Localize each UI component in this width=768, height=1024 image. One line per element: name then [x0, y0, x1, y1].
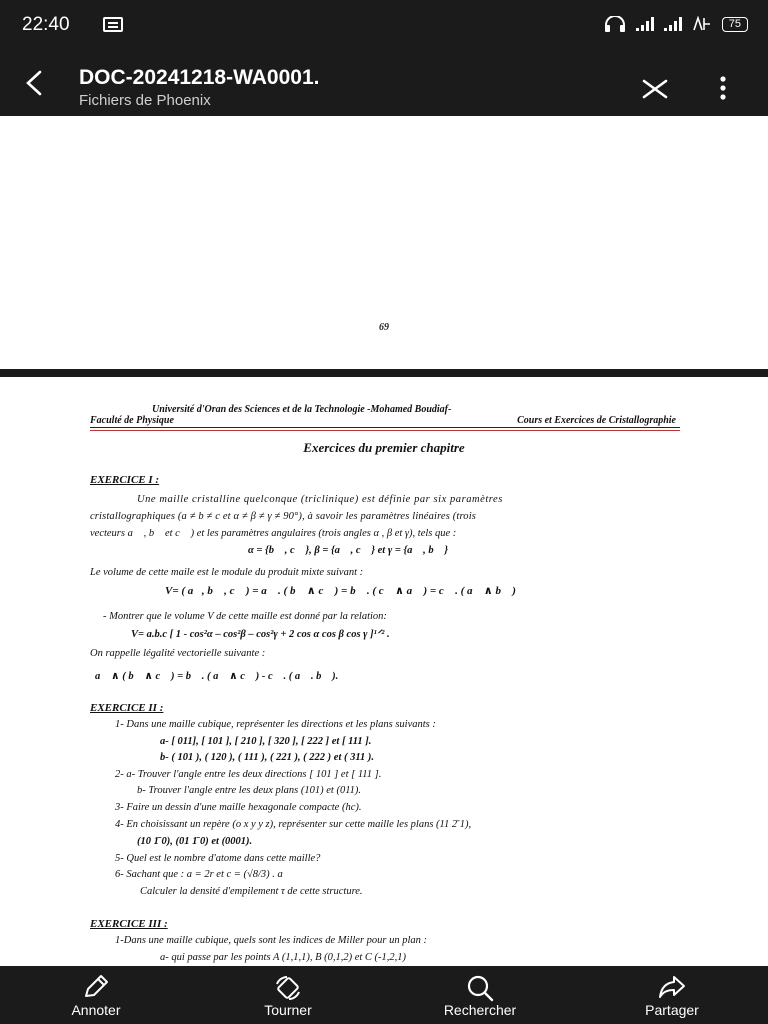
search-label: Rechercher: [443, 1002, 517, 1018]
header-rule: [90, 427, 680, 428]
share-label: Partager: [645, 1002, 699, 1018]
exercise-2-item: 5- Quel est le nombre d'atome dans cette maille?: [115, 853, 321, 864]
bottom-toolbar: [0, 966, 768, 1024]
exercise-1-text: - Montrer que le volume V de cette maille est donné par la relation:: [103, 611, 387, 622]
exercise-1-text: Le volume de cette maile est le module du produit mixte suivant :: [90, 567, 364, 578]
battery-icon: 75: [722, 17, 748, 32]
status-time: 22:40: [22, 14, 70, 35]
document-title: DOC-20241218-WA0001.: [79, 66, 320, 89]
annotate-button[interactable]: [0, 966, 192, 1024]
document-page: [0, 377, 768, 966]
exercise-2-item: 3- Faire un dessin d'une maille hexagonale compacte (hc).: [115, 802, 362, 813]
share-arrow-icon: [657, 974, 687, 1000]
page-number: 69: [379, 322, 389, 333]
exercise-2-item: 4- En choisissant un repère (o x y y z), représenter sur cette maille les plans (11 2̄ 1),: [115, 819, 472, 830]
exercise-1-text: vecteurs a⃗ , b⃗ et c⃗ ) et les paramètres angulaires (trois angles α , β et γ), tels que :: [90, 528, 457, 539]
pen-icon: [82, 974, 110, 1000]
exercise-2-item: b- ( 101 ), ( 120 ), ( 111 ), ( 221 ), ( 222 ) et ( 311 ).: [160, 752, 375, 763]
exercise-1-formula: α = {b⃗ , c⃗ }, β = {a⃗ , c⃗ } et γ = {a⃗ , b⃗ }: [248, 545, 449, 556]
exercise-2-item: Calculer la densité d'empilement τ de cette structure.: [140, 886, 363, 897]
headphones-icon: [604, 16, 626, 32]
exercise-3-item: 1-Dans une maille cubique, quels sont les indices de Miller pour un plan :: [115, 935, 428, 946]
exercise-3-heading: EXERCICE III :: [90, 918, 168, 930]
signal-strength-icon: [636, 17, 654, 31]
more-options-icon[interactable]: [714, 72, 732, 106]
volte-icon: [692, 16, 712, 32]
header-university: Université d'Oran des Sciences et de la Technologie -Mohamed Boudiaf-: [152, 404, 452, 415]
exercise-1-formula: V= ( a⃗, b⃗ , c⃗ ) = a⃗ . ( b⃗ ∧ c⃗ ) = b⃗ . ( c⃗ ∧ a⃗ ) = c⃗ . ( a⃗ ∧ b⃗ ): [165, 585, 516, 597]
exercise-2-item: b- Trouver l'angle entre les deux plans (101) et (011).: [137, 785, 362, 796]
header-course: Cours et Exercices de Cristallographie: [517, 415, 676, 426]
rotate-label: Tourner: [264, 1002, 312, 1018]
exercise-1-formula: V= a.b.c [ 1 - cos²α – cos²β – cos²γ + 2 cos α cos β cos γ ]¹ᐟ² .: [131, 629, 390, 640]
exercise-1-heading: EXERCICE I :: [90, 474, 160, 486]
message-notification-icon: [103, 17, 123, 32]
back-arrow-icon[interactable]: [20, 68, 50, 98]
document-source: Fichiers de Phoenix: [79, 92, 211, 109]
exercise-2-item: (10 1̄ 0), (01 1̄ 0) et (0001).: [137, 836, 253, 847]
exercise-2-heading: EXERCICE II :: [90, 702, 164, 714]
annotate-label: Annoter: [71, 1002, 121, 1018]
document-page: [0, 116, 768, 369]
exercise-1-text: On rappelle légalité vectorielle suivante :: [90, 648, 266, 659]
exercise-2-item: 2- a- Trouver l'angle entre les deux directions [ 101 ] et [ 111 ].: [115, 769, 382, 780]
exercise-2-item: a- [ 011], [ 101 ], [ 210 ], [ 320 ], [ 222 ] et [ 111 ].: [160, 736, 372, 747]
signal-strength-2-icon: [664, 17, 682, 31]
exercise-2-item: 6- Sachant que : a = 2r et c = (√8/3) . a: [115, 869, 283, 880]
share-button[interactable]: [576, 966, 768, 1024]
header-faculty: Faculté de Physique: [90, 415, 174, 426]
rotate-icon: [273, 974, 303, 1002]
exercise-1-text: cristallographiques (a ≠ b ≠ c et α ≠ β ≠ γ ≠ 90°), à savoir les paramètres linéaires (trois: [90, 511, 476, 522]
exercise-2-item: 1- Dans une maille cubique, représenter les directions et les plans suivants :: [115, 719, 436, 730]
header-rule-red: [90, 430, 680, 431]
status-icons: [604, 16, 748, 32]
status-bar: [0, 0, 768, 52]
exercise-1-formula: a⃗ ∧ ( b⃗ ∧ c⃗ ) = b⃗ . ( a⃗ ∧ c⃗ ) - c⃗ . ( a⃗ . b⃗ ).: [95, 671, 339, 682]
exercise-1-text: Une maille cristalline quelconque (triclinique) est définie par six paramètres: [137, 494, 503, 505]
close-icon[interactable]: [641, 75, 669, 103]
search-button[interactable]: [384, 966, 576, 1024]
chapter-title: Exercices du premier chapitre: [303, 440, 465, 455]
rotate-button[interactable]: [192, 966, 384, 1024]
search-icon: [466, 974, 494, 1002]
app-bar: [0, 52, 768, 116]
exercise-3-item: a- qui passe par les points A (1,1,1), B (0,1,2) et C (-1,2,1): [160, 952, 407, 963]
document-viewer[interactable]: [0, 116, 768, 966]
